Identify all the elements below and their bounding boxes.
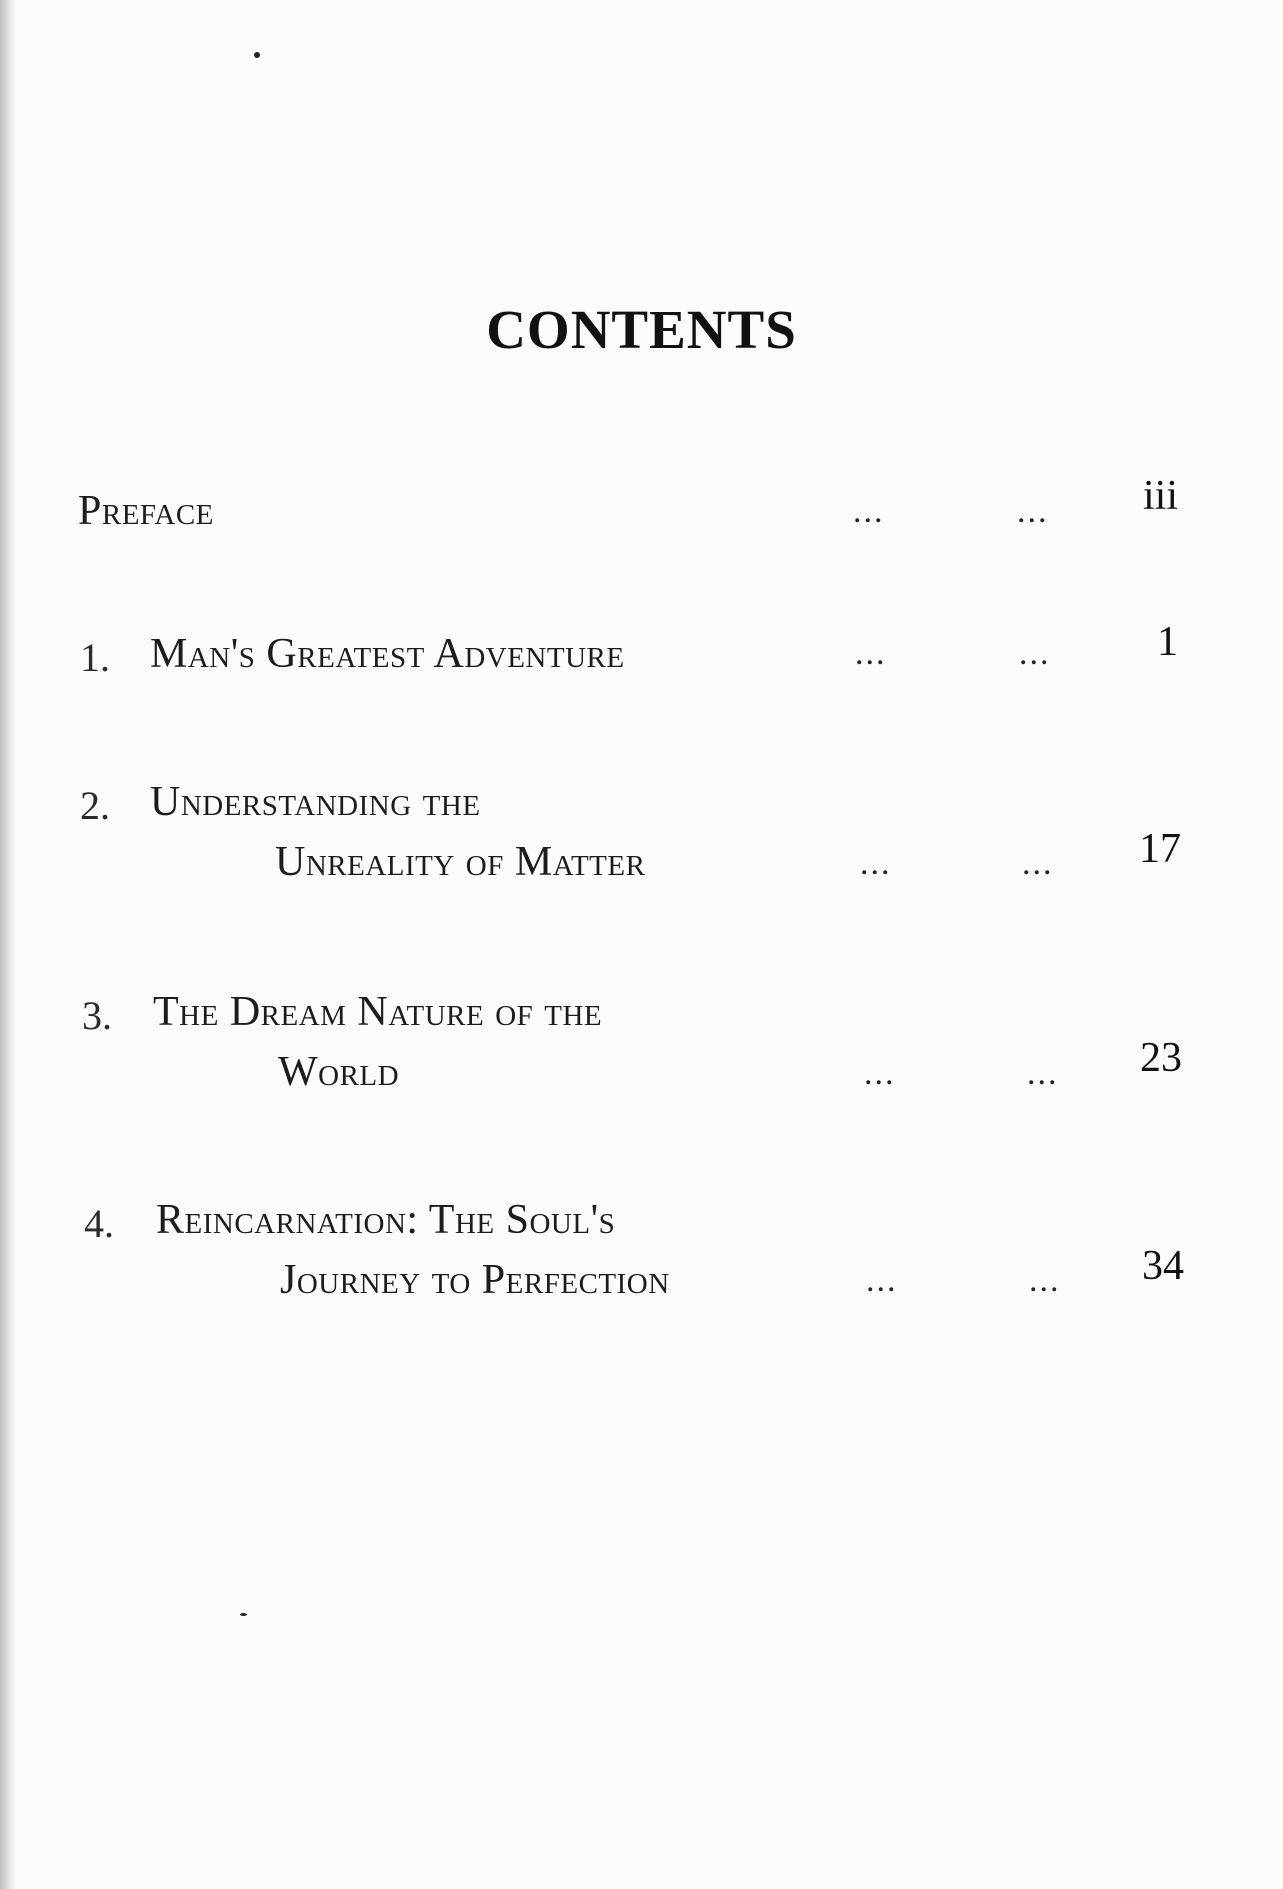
leader-dots: ...: [1019, 635, 1051, 672]
chapter-number: 4.: [84, 1201, 114, 1246]
leader-dots: ...: [860, 845, 892, 882]
leader-dots: ...: [1029, 1262, 1061, 1299]
print-speck: [240, 1613, 247, 1616]
toc-entry-title: Preface: [78, 488, 214, 534]
leader-dots: ...: [866, 1262, 898, 1299]
leader-dots: ...: [1017, 493, 1049, 530]
leader-dots: ...: [855, 635, 887, 672]
page-number: 1: [1157, 619, 1178, 665]
toc-entry-title: The Dream Nature of the: [153, 989, 603, 1035]
toc-entry-title-continued: Unreality of Matter: [275, 839, 646, 885]
chapter-number: 2.: [80, 783, 110, 828]
page-number: 17: [1139, 826, 1181, 872]
leader-dots: ...: [1027, 1055, 1059, 1092]
leader-dots: ...: [853, 493, 885, 530]
toc-entry-title: Reincarnation: The Soul's: [156, 1197, 616, 1243]
chapter-number: 3.: [82, 993, 112, 1038]
toc-entry-title: Man's Greatest Adventure: [150, 631, 625, 677]
toc-entry-title: Understanding the: [150, 779, 481, 825]
page-number: iii: [1142, 473, 1178, 519]
page-edge-shadow: [0, 0, 16, 1889]
leader-dots: ...: [1022, 845, 1054, 882]
contents-heading: CONTENTS: [486, 299, 797, 360]
page-number: 34: [1142, 1243, 1184, 1289]
chapter-number: 1.: [80, 635, 110, 680]
toc-entry-title-continued: World: [278, 1049, 400, 1095]
leader-dots: ...: [864, 1055, 896, 1092]
print-speck: [254, 52, 260, 58]
page-number: 23: [1140, 1035, 1182, 1081]
toc-entry-title-continued: Journey to Perfection: [280, 1257, 670, 1303]
